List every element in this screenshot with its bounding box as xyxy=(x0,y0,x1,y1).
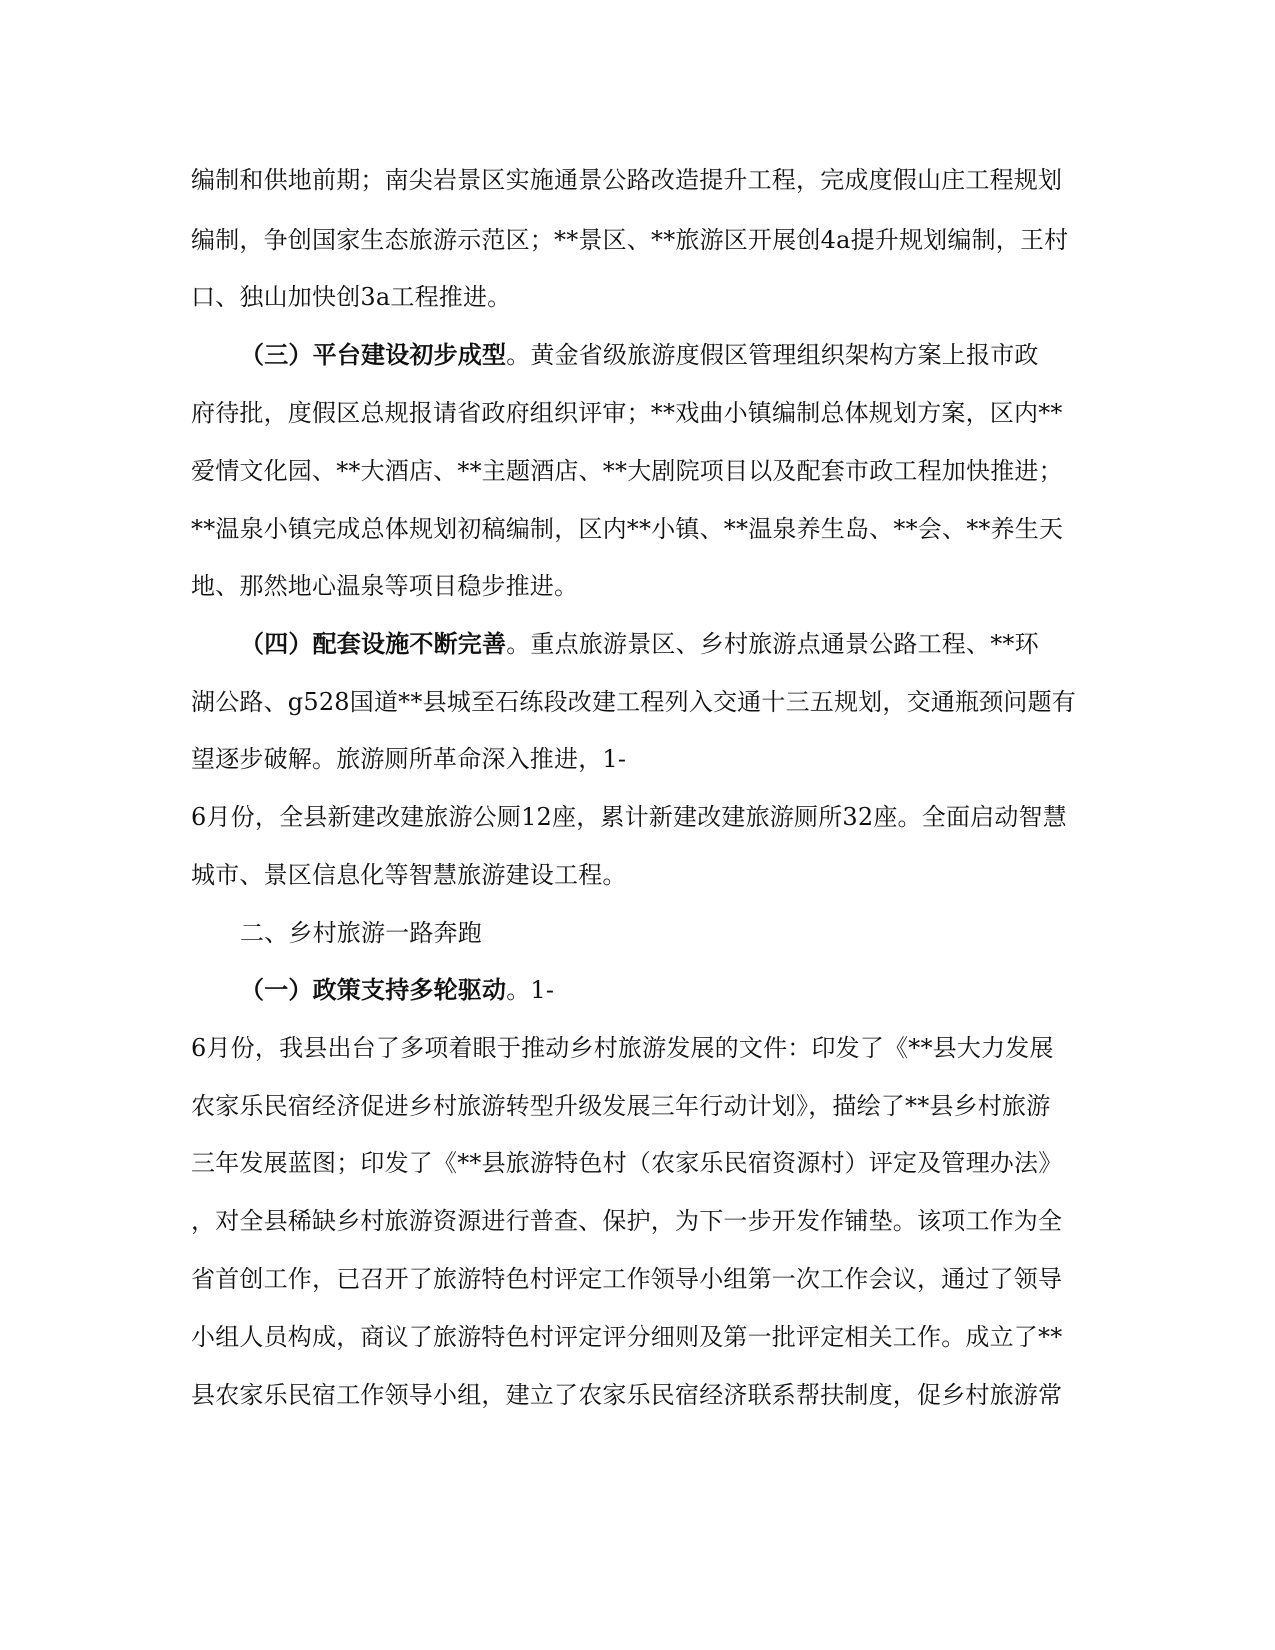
text-line: 编制，争创国家生态旅游示范区；**景区、**旅游区开展创4a提升规划编制，王村 xyxy=(191,226,1069,254)
text-line: 城市、景区信息化等智慧旅游建设工程。 xyxy=(191,861,627,889)
text-line: ，对全县稀缺乡村旅游资源进行普查、保护，为下一步开发作铺垫。该项工作为全 xyxy=(191,1207,1063,1235)
section-p1-first-line xyxy=(240,975,554,1005)
text-line: 地、那然地心温泉等项目稳步推进。 xyxy=(191,572,579,600)
part-2-title: 二、乡村旅游一路奔跑 xyxy=(240,919,482,947)
section-4-first-line xyxy=(240,629,1039,659)
text-line: 6月份，全县新建改建旅游公厕12座，累计新建改建旅游厕所32座。全面启动智慧 xyxy=(191,803,1067,831)
text-line: 府待批，度假区总规报请省政府组织评审；**戏曲小镇编制总体规划方案，区内** xyxy=(191,399,1063,427)
section-4-heading: （四）配套设施不断完善 xyxy=(240,629,507,658)
text-line: 爱情文化园、**大酒店、**主题酒店、**大剧院项目以及配套市政工程加快推进； xyxy=(191,457,1063,485)
section-p1-intro: 。1- xyxy=(506,976,555,1004)
text-line: 农家乐民宿经济促进乡村旅游转型升级发展三年行动计划》，描绘了**县乡村旅游 xyxy=(191,1092,1051,1120)
text-line: 编制和供地前期；南尖岩景区实施通景公路改造提升工程，完成度假山庄工程规划 xyxy=(191,166,1063,194)
text-line: 湖公路、g528国道**县城至石练段改建工程列入交通十三五规划，交通瓶颈问题有 xyxy=(191,688,1076,716)
section-4-intro: 。重点旅游景区、乡村旅游点通景公路工程、**环 xyxy=(506,630,1039,658)
section-3-intro: 。黄金省级旅游度假区管理组织架构方案上报市政 xyxy=(506,341,1039,369)
text-line: 县农家乐民宿工作领导小组，建立了农家乐民宿经济联系帮扶制度，促乡村旅游常 xyxy=(191,1381,1063,1409)
section-3-first-line xyxy=(240,340,1039,370)
text-line: 三年发展蓝图；印发了《**县旅游特色村（农家乐民宿资源村）评定及管理办法》 xyxy=(191,1149,1063,1177)
text-line: 省首创工作，已召开了旅游特色村评定工作领导小组第一次工作会议，通过了领导 xyxy=(191,1265,1063,1293)
text-line: **温泉小镇完成总体规划初稿编制，区内**小镇、**温泉养生岛、**会、**养生天 xyxy=(191,515,1064,543)
section-3-heading: （三）平台建设初步成型 xyxy=(240,340,507,369)
text-line: 小组人员构成，商议了旅游特色村评定评分细则及第一批评定相关工作。成立了** xyxy=(191,1323,1063,1351)
section-p1-heading: （一）政策支持多轮驱动 xyxy=(240,975,507,1004)
text-line: 口、独山加快创3a工程推进。 xyxy=(191,283,512,311)
text-line: 6月份，我县出台了多项着眼于推动乡村旅游发展的文件：印发了《**县大力发展 xyxy=(191,1034,1054,1062)
text-line: 望逐步破解。旅游厕所革命深入推进，1- xyxy=(191,745,627,773)
